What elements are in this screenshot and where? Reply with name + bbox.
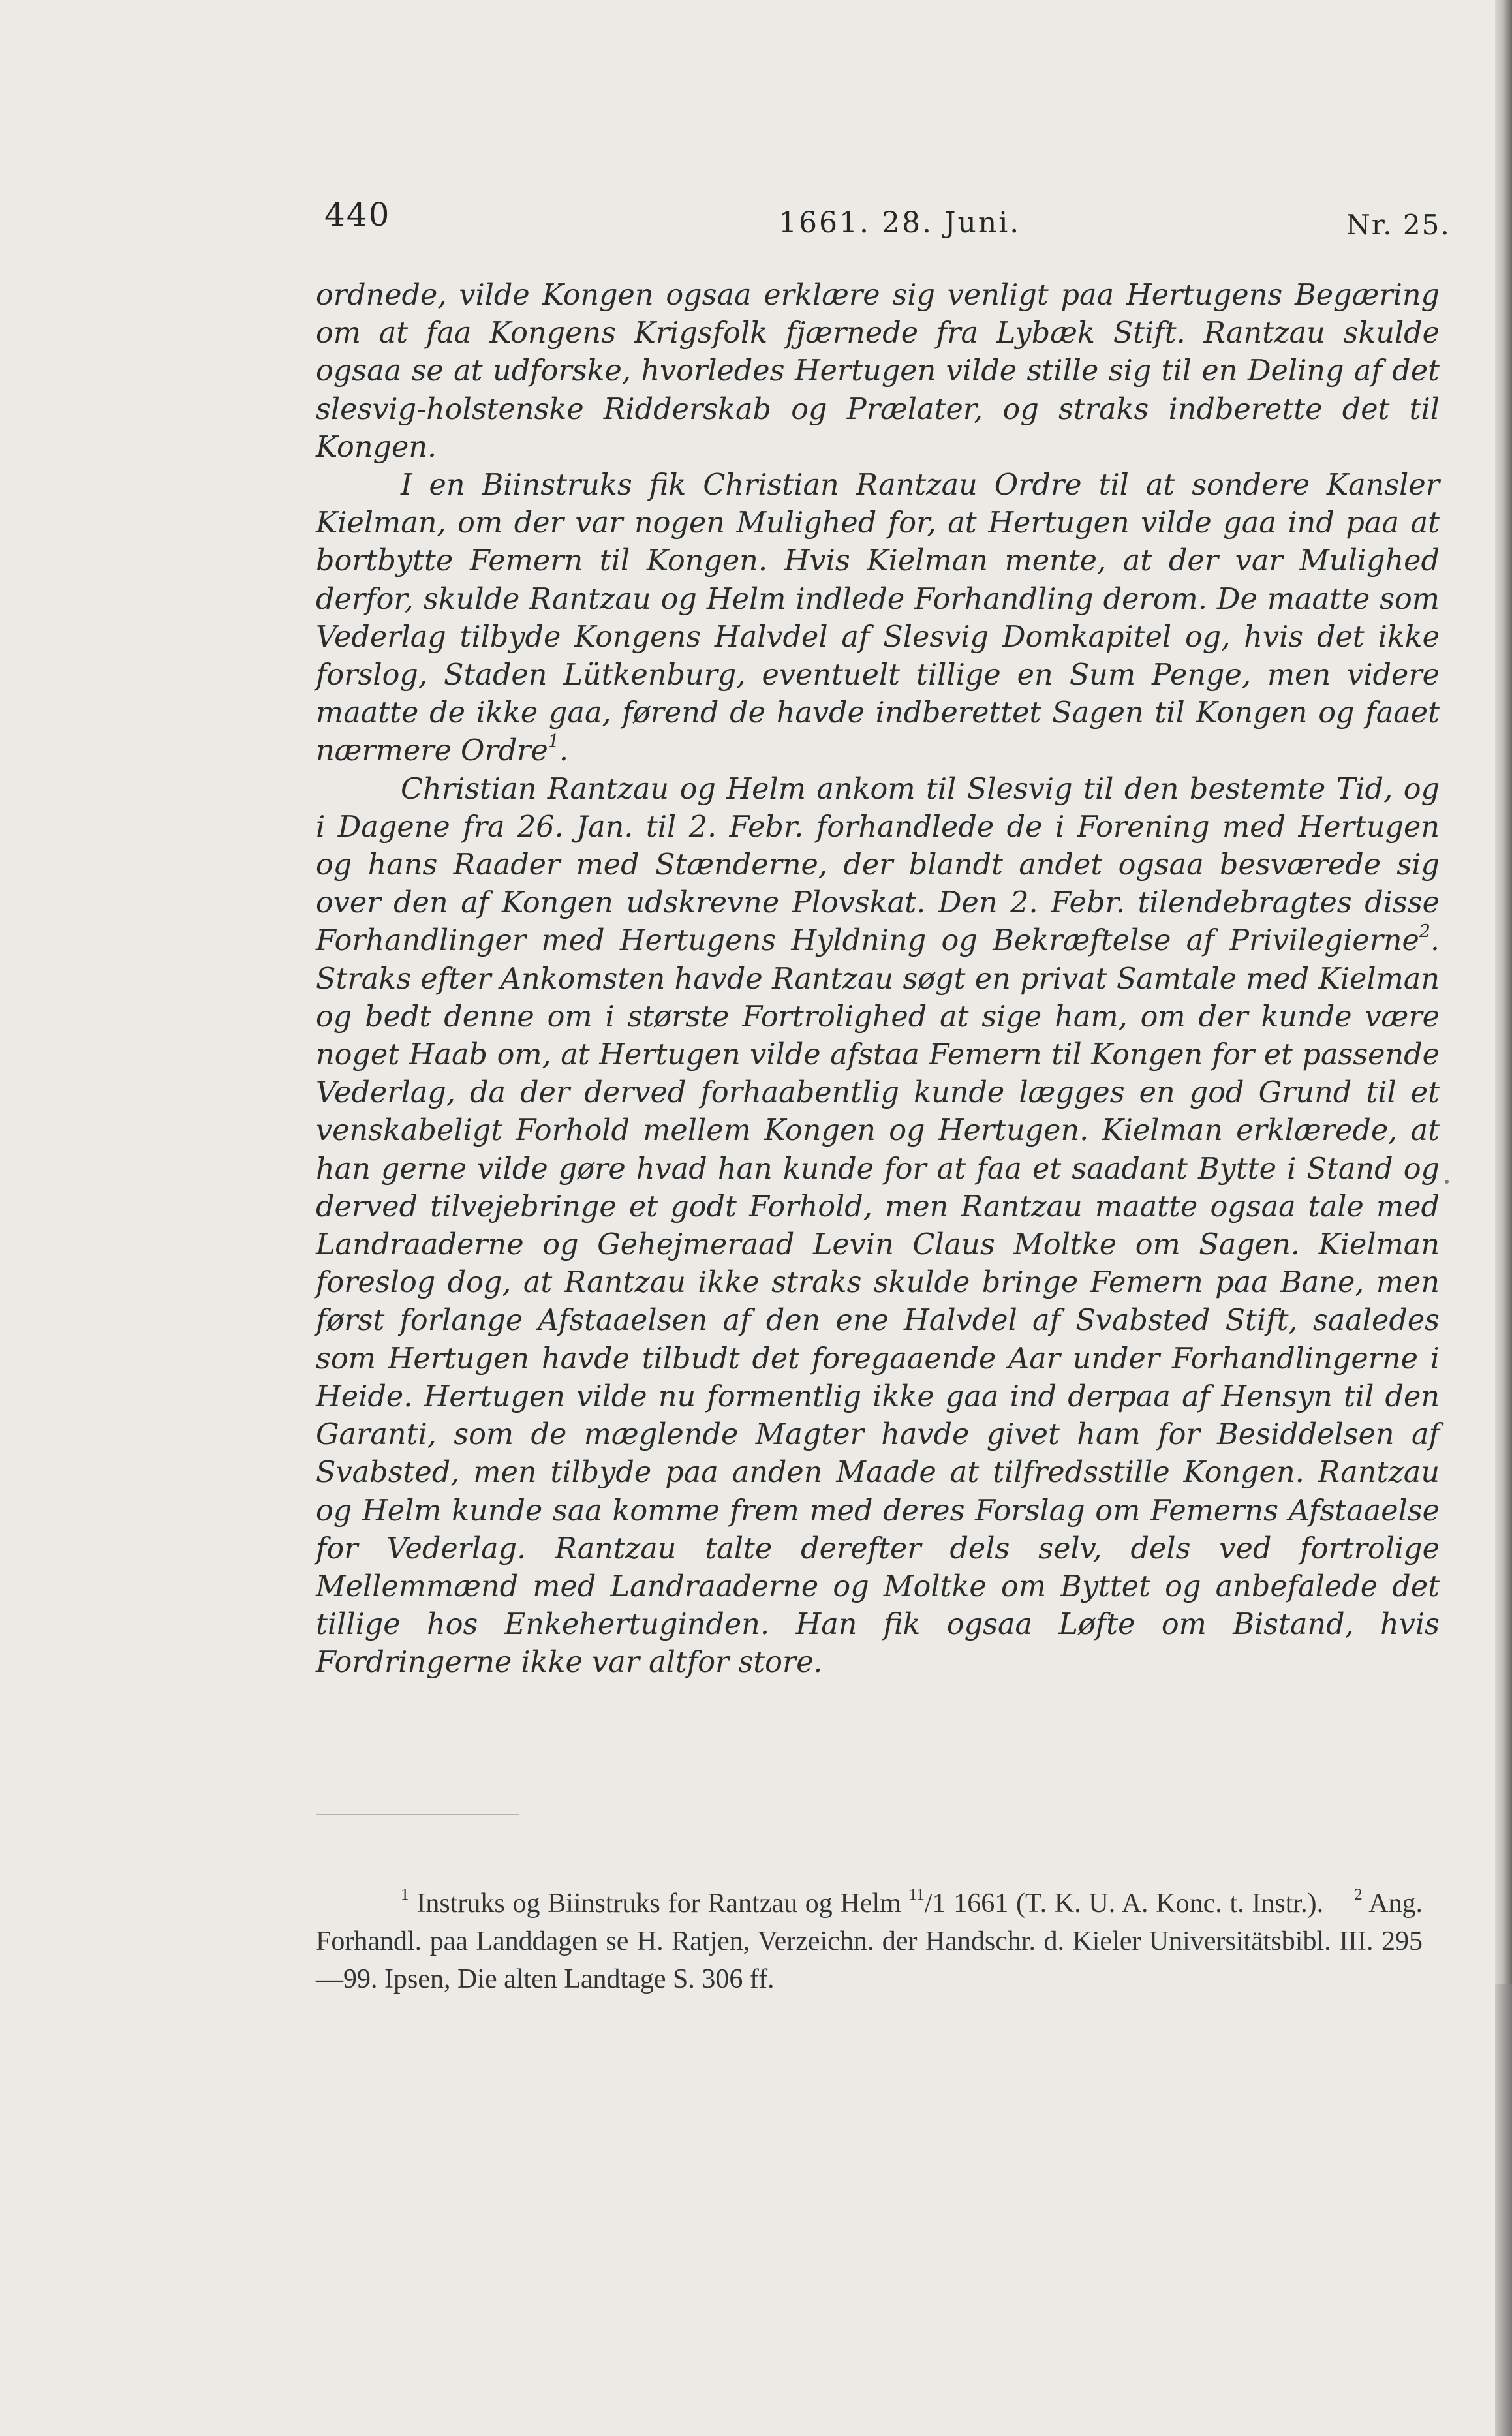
footnotes <box>316 1885 1423 1998</box>
footnote-divider <box>316 1814 519 1815</box>
footnote-ref-2[interactable]: 2 <box>1419 921 1430 942</box>
paragraph-2-text: I en Biinstruks fik Christian Rantzau Ordre til at sondere Kansler Kielman, om der var nogen Mulighed for, at Hertugen vilde gaa ind paa at bortbytte Femern til Kongen. Hvis Kielman mente, at der var Mulighed derfor, skulde Rantzau og Helm indlede Forhandling derom. De maatte som Vederlag tilbyde Kongens Halvdel af Slesvig Domkapitel og, hvis det ikke forslog, Staden Lütkenburg, eventuelt tillige en Sum Penge, men videre maatte de ikke gaa, førend de havde indberettet Sagen til Kongen og faaet nærmere Ordre <box>316 469 1440 768</box>
document-number: Nr. 25. <box>1346 209 1451 241</box>
footnote-1-date-sup: 11 <box>908 1886 925 1904</box>
main-text <box>316 277 1440 1682</box>
header-date: 1661. 28. Juni. <box>779 206 1021 239</box>
page-edge-shadow-lower <box>1495 1984 1512 2436</box>
footnote-block <box>316 1885 1423 1998</box>
paragraph-1-text: ordnede, vilde Kongen ogsaa erklære sig venligt paa Hertugens Begæring om at faa Kongens Krigsfolk fjærnede fra Lybæk Stift. Rantzau skulde ogsaa se at udforske, hvorledes Hertugen vilde stille sig til en Deling af det slesvig-holstenske Ridderskab og Prælater, og straks indberette det til Kongen. <box>316 279 1440 464</box>
footnote-1-text: Instruks og Biinstruks for Rantzau og Helm <box>416 1889 901 1919</box>
footnote-2-text: Ang. Forhandl. paa Landdagen se H. Ratjen, Verzeichn. der Handschr. d. Kieler Universitätsbibl. III. 295—99. Ipsen, Die alten Landtage S. 306 ff. <box>316 1889 1423 1994</box>
paragraph-2 <box>316 467 1440 771</box>
print-speck <box>1445 1180 1449 1184</box>
paragraph-3 <box>316 771 1440 1682</box>
paragraph-3-continued: . Straks efter Ankomsten havde Rantzau søgt en privat Samtale med Kielman og bedt denne om i største Fortrolighed at sige ham, om der kunde være noget Haab om, at Hertugen vilde afstaa Femern til Kongen for et passende Vederlag, da der derved forhaabentlig kunde lægges en god Grund til et venskabeligt Forhold mellem Kongen og Hertugen. Kielman erklærede, at han gerne vilde gøre hvad han kunde for at faa et saadant Bytte i Stand og derved tilvejebringe et godt Forhold, men Rantzau maatte ogsaa tale med Landraaderne og Gehejmeraad Levin Claus Moltke om Sagen. Kielman foreslog dog, at Rantzau ikke straks skulde bringe Femern paa Bane, men først forlange Afstaaelsen af den ene Halvdel af Svabsted Stift, saaledes som Hertugen havde tilbudt det foregaaende Aar under Forhandlingerne i Heide. Hertugen vilde nu formentlig ikke gaa ind derpaa af Hensyn til den Garanti, som de mæglende Magter havde givet ham for Besiddelsen af Svabsted, men tilbyde paa anden Maade at tilfredsstille Kongen. Rantzau og Helm kunde saa komme frem med deres Forslag om Femerns Afstaaelse for Vederlag. Rantzau talte derefter dels selv, dels ved fortrolige Mellemmænd med Landraaderne og Moltke om Byttet og anbefalede det tillige hos Enkehertuginden. Han fik ogsaa Løfte om Bistand, hvis Fordringerne ikke var altfor store. <box>316 924 1440 1680</box>
paragraph-3-text: Christian Rantzau og Helm ankom til Slesvig til den bestemte Tid, og i Dagene fra 26. Jan. til 2. Febr. forhandlede de i Forening med Hertugen og hans Raader med Stænderne, der blandt andet ogsaa besværede sig over den af Kongen udskrevne Plovskat. Den 2. Febr. tilendebragtes disse Forhandlinger med Hertugens Hyldning og Bekræftelse af Privilegierne <box>316 772 1440 958</box>
footnote-2-marker: 2 <box>1354 1886 1363 1904</box>
page-number: 440 <box>324 196 391 234</box>
footnote-ref-1[interactable]: 1 <box>548 732 559 752</box>
running-header <box>0 196 1494 241</box>
footnote-1-text-end: /1 1661 (T. K. U. A. Konc. t. Instr.). <box>924 1889 1324 1919</box>
paragraph-1 <box>316 277 1440 467</box>
footnote-1-marker: 1 <box>401 1886 409 1904</box>
paragraph-2-end: . <box>559 734 569 768</box>
